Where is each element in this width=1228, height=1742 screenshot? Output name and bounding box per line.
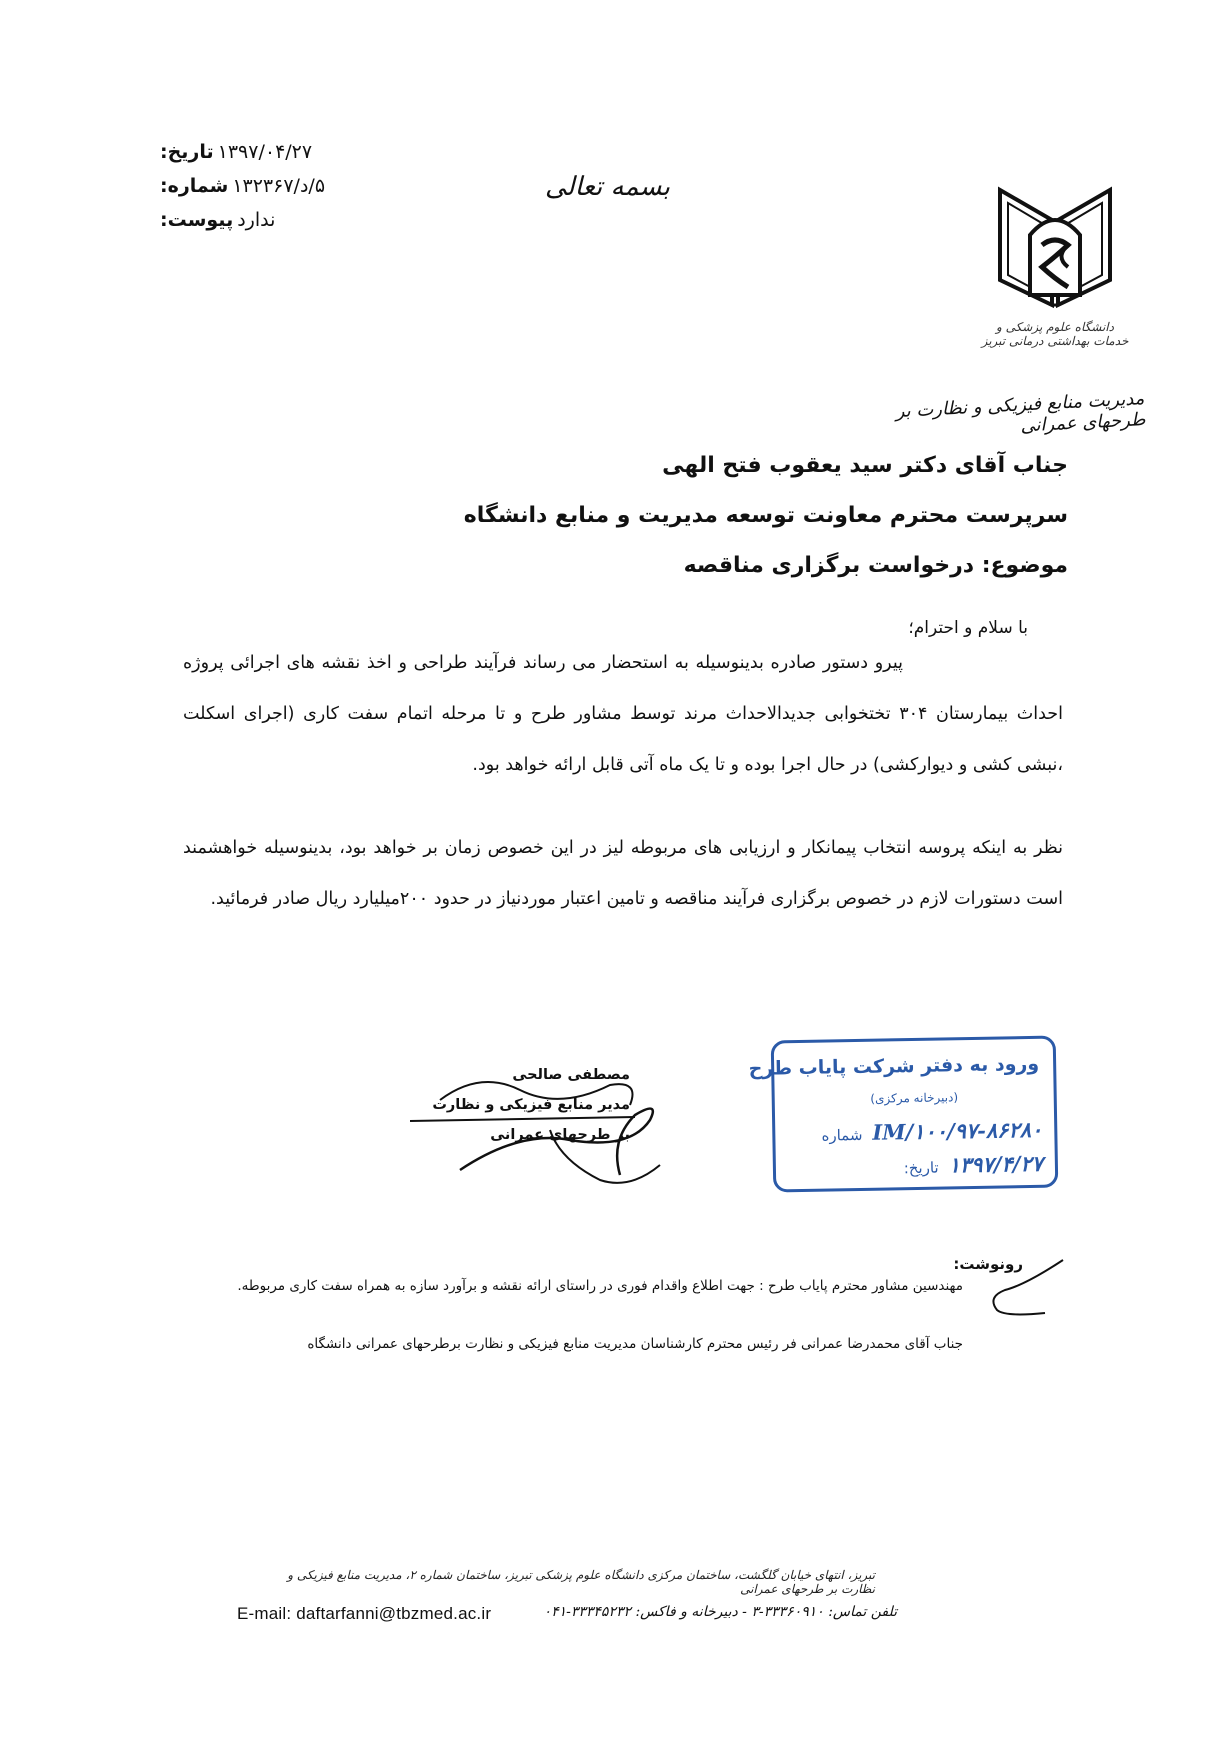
attachment-row [160,203,370,237]
letter-meta [160,135,370,237]
cc-label: رونوشت: [953,1255,1023,1273]
body-paragraph-1: پیرو دستور صادره بدینوسیله به استحضار می رساند فرآیند طراحی و اخذ نقشه های اجرائی پروژه احداث بیمارستان ۳۰۴ تختخوابی جدیدالاحداث مرند توسط مشاور طرح و تا مرحله اتمام سفت کاری (اجرای اسکلت ،نبشی کشی و دیوارکشی) در حال اجرا بوده و تا یک ماه آتی قابل ارائه خواهد بود. [183,653,1063,775]
number-row [160,169,370,203]
stamp-date-label: تاریخ: [903,1158,939,1178]
stamp-date-row [903,1151,1043,1178]
signer-title-2: بر طرحهای عمرانی [490,1127,630,1143]
cc-item-2: جناب آقای محمدرضا عمرانی فر رئیس محترم کارشناسان مدیریت منابع فیزیکی و نظارت برطرحهای عمرانی دانشگاه [307,1336,963,1352]
date-row [160,135,370,169]
stamp-date-value: ۱۳۹۷/۴/۲۷ [948,1150,1044,1178]
letter-subject: موضوع: درخواست برگزاری مناقصه [683,553,1068,578]
department-name: مدیریت منابع فیزیکی و نظارت بر طرحهای عمرانی [895,388,1146,437]
footer-phone: تلفن تماس: ۳۳۳۶۰۹۱۰-۳ - دبیرخانه و فاکس: ۳۳۳۴۵۲۳۲-۰۴۱ [543,1604,897,1620]
signer-title-1: مدیر منابع فیزیکی و نظارت [432,1097,630,1113]
footer-address: تبریز، انتهای خیابان گلگشت، ساختمان مرکزی دانشگاه علوم پزشکی تبریز، ساختمان شماره ۲، مدیریت منابع فیزیکی و نظارت بر طرحهای عمرانی [287,1568,875,1596]
stamp-title: ورود به دفتر شرکت پایاب طرح [748,1052,1040,1080]
stamp-number-label: شماره [821,1125,863,1145]
cc-hook-mark [985,1255,1065,1320]
signature-block [400,1060,630,1150]
registration-stamp [748,1036,1059,1193]
greeting: با سلام و احترام؛ [908,618,1028,638]
emblem-caption: دانشگاه علوم پزشکی و خدمات بهداشتی درمانی تبریز [981,320,1129,348]
number-label: شماره: [160,175,229,197]
attachment-label: پیوست: [160,209,234,231]
number-value: ۵/د/۱۳۲۳۶۷ [232,175,326,197]
addressee-name: جناب آقای دکتر سید یعقوب فتح الهی [662,453,1068,478]
body-paragraph-2: نظر به اینکه پروسه انتخاب پیمانکار و ارزیابی های مربوطه لیز در این خصوص زمان بر خواهد بود، بدینوسیله خواهشمند است دستورات لازم در خصوص برگزاری فرآیند مناقصه و تامین اعتبار موردنیاز در حدود ۲۰۰میلیارد ریال صادر فرمائید. [183,838,1063,909]
footer-email: E-mail: daftarfanni@tbzmed.ac.ir [237,1604,492,1623]
bismillah: بسمه تعالی [545,172,670,202]
cc-item-1: مهندسین مشاور محترم پایاب طرح : جهت اطلاع واقدام فوری در راستای ارائه نقشه و برآورد سازه به همراه سفت کاری مربوطه. [237,1278,963,1294]
stamp-number-value: IM/۱۰۰/۹۷-۸۶۲۸۰ [872,1116,1043,1145]
addressee-position: سرپرست محترم معاونت توسعه مدیریت و منابع دانشگاه [463,503,1068,528]
attachment-value: ندارد [237,209,276,231]
stamp-subtitle: (دبیرخانه مرکزی) [870,1090,959,1106]
date-value: ۱۳۹۷/۰۴/۲۷ [217,141,313,163]
stamp-number-row [821,1117,1042,1146]
date-label: تاریخ: [160,141,214,163]
signer-name: مصطفی صالحی [512,1067,630,1083]
